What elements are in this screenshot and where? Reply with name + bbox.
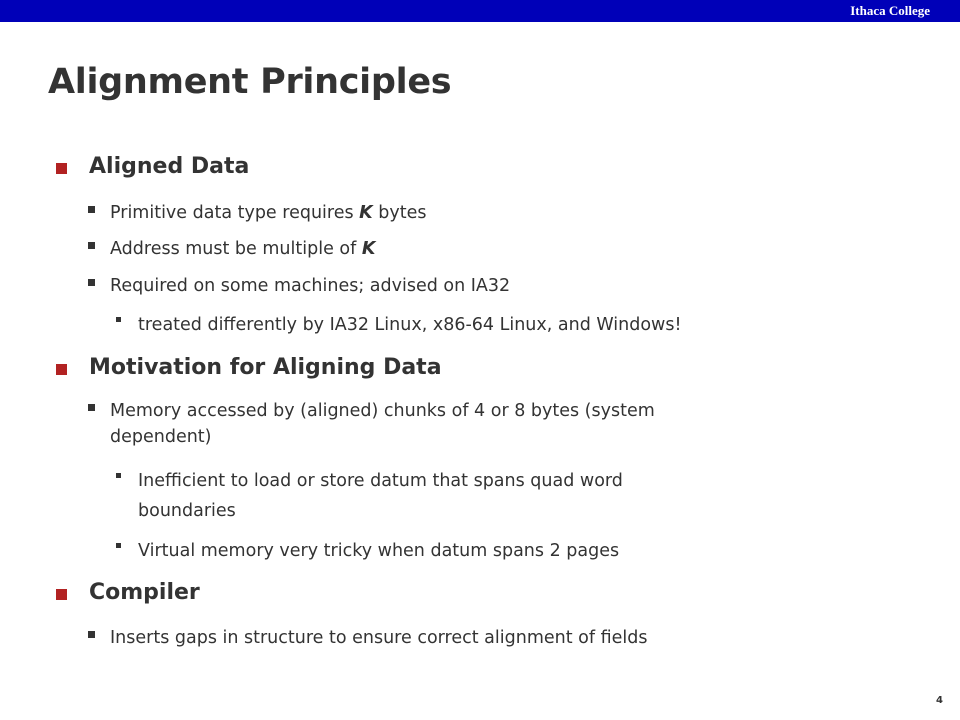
section-heading-text: Aligned Data — [89, 154, 250, 179]
sub-list-item-text: treated differently by IA32 Linux, x86-64 Linux, and Windows! — [138, 315, 682, 335]
institution-label: Ithaca College — [850, 3, 930, 18]
sub-list-item-text: Inefficient to load or store datum that spans quad word boundaries — [138, 471, 623, 521]
list-item-text: Memory accessed by (aligned) chunks of 4 or 8 bytes (system dependent) — [110, 401, 655, 447]
page-number: 4 — [936, 695, 943, 706]
section-heading-text: Compiler — [89, 580, 200, 605]
sub-list-item-text: Virtual memory very tricky when datum spans 2 pages — [138, 541, 620, 561]
square-bullet-icon — [88, 206, 95, 213]
slide-title: Alignment Principles — [48, 62, 452, 102]
section-heading-text: Motivation for Aligning Data — [89, 355, 442, 380]
top-bar — [0, 0, 960, 22]
list-item-text: Address must be multiple of K — [110, 239, 376, 259]
square-bullet-icon — [116, 543, 121, 548]
square-bullet-icon — [88, 242, 95, 249]
square-bullet-icon — [56, 364, 67, 375]
square-bullet-icon — [88, 279, 95, 286]
list-item-text: Primitive data type requires K bytes — [110, 203, 427, 223]
list-item-text: Inserts gaps in structure to ensure correct alignment of fields — [110, 628, 648, 648]
square-bullet-icon — [116, 473, 121, 478]
square-bullet-icon — [116, 317, 121, 322]
square-bullet-icon — [56, 589, 67, 600]
square-bullet-icon — [56, 163, 67, 174]
square-bullet-icon — [88, 631, 95, 638]
square-bullet-icon — [88, 404, 95, 411]
list-item-text: Required on some machines; advised on IA32 — [110, 276, 511, 296]
